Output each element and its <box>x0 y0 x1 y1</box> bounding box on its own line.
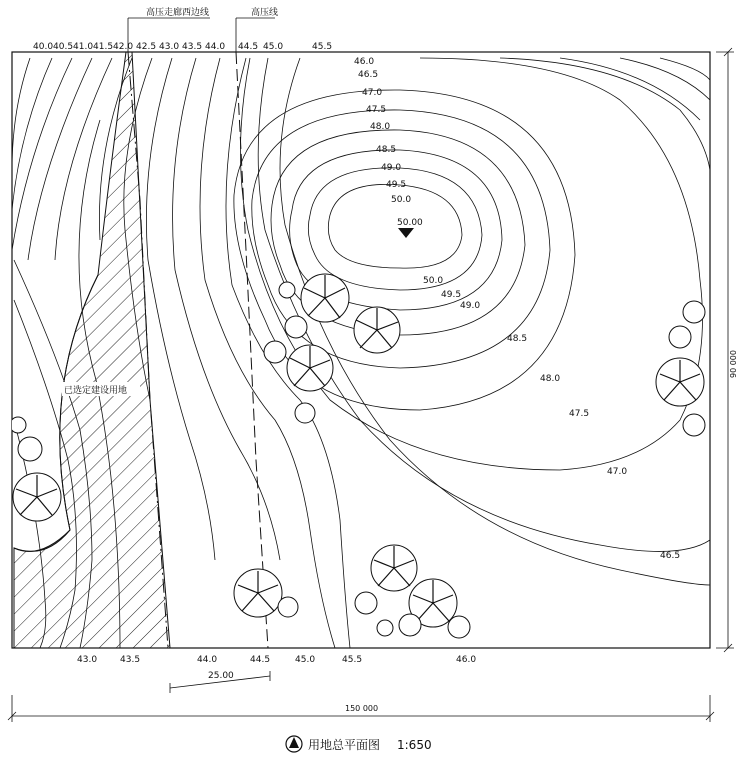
contour-label: 44.5 <box>250 655 271 665</box>
tree <box>371 545 417 591</box>
shrub <box>278 597 298 617</box>
contour-label: 46.0 <box>456 655 477 665</box>
contour-label: 44.0 <box>197 655 218 665</box>
contour-label: 47.0 <box>362 88 383 98</box>
dimension-25-label: 25.00 <box>208 671 234 681</box>
shrub <box>10 417 26 433</box>
hv-line-label: 高压线 <box>251 8 279 18</box>
hv-line <box>236 52 268 648</box>
bottom-contour-labels <box>77 655 476 665</box>
contour-label: 40.0 <box>33 42 54 52</box>
contour-label: 42.5 <box>136 42 157 52</box>
contour-label: 47.0 <box>607 467 628 477</box>
contour-label: 47.5 <box>366 105 387 115</box>
contour-label: 48.0 <box>540 374 561 384</box>
contour-label: 41.5 <box>93 42 114 52</box>
contour-label: 46.5 <box>660 551 681 561</box>
contour-label: 48.5 <box>376 145 397 155</box>
corridor-west-edge-label: 高压走廊西边线 <box>146 8 210 18</box>
tree <box>13 473 61 521</box>
contour-label: 45.0 <box>263 42 284 52</box>
tree <box>234 569 282 617</box>
contour-label: 46.0 <box>354 57 375 67</box>
contour-label: 50.0 <box>391 195 412 205</box>
tree <box>301 274 349 322</box>
tree <box>355 592 377 614</box>
contour-label: 48.5 <box>507 334 528 344</box>
selected-site-label: 已选定建设用地 <box>64 386 128 396</box>
north-arrow-icon <box>286 736 302 752</box>
caption-scale: 1:650 <box>397 738 432 752</box>
contour-label: 47.5 <box>569 409 590 419</box>
contour-label: 44.5 <box>238 42 259 52</box>
peak-elevation-label: 50.00 <box>397 218 423 228</box>
contour-label: 49.0 <box>460 301 481 311</box>
tree <box>448 616 470 638</box>
contour-label: 40.5 <box>53 42 74 52</box>
contour-label: 49.5 <box>441 290 462 300</box>
contour-label: 45.5 <box>342 655 363 665</box>
contour-label: 48.0 <box>370 122 391 132</box>
contour-label: 42.0 <box>113 42 134 52</box>
top-contour-labels <box>33 42 332 52</box>
tree <box>399 614 421 636</box>
tree <box>656 358 704 406</box>
caption-title: 用地总平面图 <box>308 738 381 752</box>
slope-contour-labels <box>423 276 680 561</box>
contour-label: 43.0 <box>77 655 98 665</box>
contour-label: 49.5 <box>386 180 407 190</box>
tree <box>264 341 286 363</box>
contour-label: 41.0 <box>73 42 94 52</box>
contour-label: 44.0 <box>205 42 226 52</box>
tree <box>354 307 400 353</box>
tree <box>683 301 705 323</box>
contour-label: 49.0 <box>381 163 402 173</box>
contour-label: 45.5 <box>312 42 333 52</box>
contour-label: 43.5 <box>120 655 141 665</box>
contour-label: 43.0 <box>159 42 180 52</box>
hill-contour-labels <box>354 57 411 205</box>
contour-label: 46.5 <box>358 70 379 80</box>
tree <box>287 345 333 391</box>
tree <box>285 316 307 338</box>
dimension-150000-label: 150 000 <box>345 704 379 713</box>
shrub <box>377 620 393 636</box>
tree <box>669 326 691 348</box>
contour-label: 45.0 <box>295 655 316 665</box>
dimension-90000-label: 90 000 <box>729 350 738 378</box>
contour-label: 50.0 <box>423 276 444 286</box>
tree <box>18 437 42 461</box>
dimension-90000 <box>716 48 734 652</box>
contour-label: 43.5 <box>182 42 203 52</box>
tree <box>683 414 705 436</box>
peak-marker <box>398 228 414 238</box>
